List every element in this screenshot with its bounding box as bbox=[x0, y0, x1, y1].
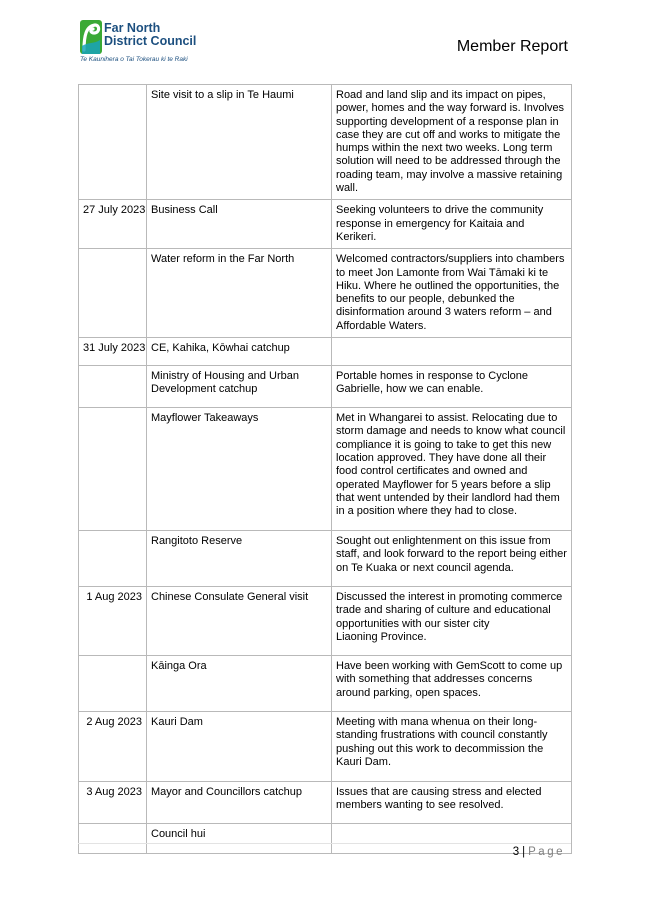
row-date bbox=[79, 824, 147, 854]
row-activity: Site visit to a slip in Te Haumi bbox=[147, 85, 332, 200]
row-activity: Council hui bbox=[147, 824, 332, 854]
row-description: Seeking volunteers to drive the community response in emergency for Kaitaia and Kerikeri. bbox=[332, 200, 572, 249]
table-row bbox=[79, 656, 572, 712]
page-header bbox=[0, 0, 645, 75]
row-description bbox=[332, 338, 572, 366]
row-activity: Business Call bbox=[147, 200, 332, 249]
table-row bbox=[79, 338, 572, 366]
row-date bbox=[79, 249, 147, 338]
table-row bbox=[79, 85, 572, 200]
row-date bbox=[79, 408, 147, 531]
row-activity: Kauri Dam bbox=[147, 712, 332, 782]
page-footer bbox=[513, 846, 565, 858]
row-description: Met in Whangarei to assist. Relocating due to storm damage and needs to know what council compliance it is going to take to get this new location approved. They have done all their food control certificates and owned and operated Mayflower for 5 years before a slip that went untended by their landlord had them in a position where they had to close. bbox=[332, 408, 572, 531]
row-date: 1 Aug 2023 bbox=[79, 587, 147, 656]
row-date bbox=[79, 366, 147, 408]
table-row bbox=[79, 366, 572, 408]
row-date: 27 July 2023 bbox=[79, 200, 147, 249]
page-number: 3 bbox=[512, 846, 520, 858]
row-description: Issues that are causing stress and elected members wanting to see resolved. bbox=[332, 782, 572, 824]
row-date: 3 Aug 2023 bbox=[79, 782, 147, 824]
logo-org-name-line1: Far North bbox=[104, 21, 161, 35]
footer-separator: | bbox=[522, 846, 526, 858]
row-description: Welcomed contractors/suppliers into chambers to meet Jon Lamonte from Wai Tāmaki ki te Hiku. Where he outlined the opportunities, the benefits to our people, debunked the disinformation around 3 waters reform – and Affordable Waters. bbox=[332, 249, 572, 338]
page-label: Page bbox=[528, 846, 565, 858]
row-activity: Rangitoto Reserve bbox=[147, 531, 332, 587]
row-description: Portable homes in response to Cyclone Gabrielle, how we can enable. bbox=[332, 366, 572, 408]
logo-org-name-line2: District Council bbox=[104, 33, 197, 48]
footer-divider bbox=[78, 843, 571, 844]
council-logo bbox=[80, 20, 220, 68]
row-date: 31 July 2023 bbox=[79, 338, 147, 366]
row-description: Road and land slip and its impact on pipes, power, homes and the way forward is. Involves supporting development of a response plan in case they are cut off and works to mitigate the humps within the next two weeks. Long term solution will need to be addressed through the roading team, may involve a massive retaining wall. bbox=[332, 85, 572, 200]
row-date bbox=[79, 531, 147, 587]
table-row bbox=[79, 824, 572, 854]
koru-logo-icon bbox=[80, 20, 102, 54]
row-date bbox=[79, 656, 147, 712]
row-description: Discussed the interest in promoting commerce trade and sharing of culture and educational opportunities with our sister city Liaoning Province. bbox=[332, 587, 572, 656]
report-title: Member Report bbox=[456, 38, 568, 55]
row-activity: CE, Kahika, Kōwhai catchup bbox=[147, 338, 332, 366]
row-activity: Chinese Consulate General visit bbox=[147, 587, 332, 656]
table-row bbox=[79, 408, 572, 531]
table-row bbox=[79, 712, 572, 782]
row-date: 2 Aug 2023 bbox=[79, 712, 147, 782]
row-activity: Mayor and Councillors catchup bbox=[147, 782, 332, 824]
logo-tagline: Te Kaunihera o Tai Tokerau ki te Raki bbox=[80, 56, 188, 63]
table-row bbox=[79, 249, 572, 338]
row-description: Sought out enlightenment on this issue from staff, and look forward to the report being either on Te Kuaka or next council agenda. bbox=[332, 531, 572, 587]
row-activity: Mayflower Takeaways bbox=[147, 408, 332, 531]
table-row bbox=[79, 782, 572, 824]
row-description: Meeting with mana whenua on their long-standing frustrations with council constantly pushing out this work to decommission the Kauri Dam. bbox=[332, 712, 572, 782]
table-row bbox=[79, 200, 572, 249]
logo-org-name bbox=[104, 22, 196, 47]
activity-table bbox=[78, 84, 572, 854]
row-activity: Water reform in the Far North bbox=[147, 249, 332, 338]
row-description: Have been working with GemScott to come up with something that addresses concerns around parking, open spaces. bbox=[332, 656, 572, 712]
table-row bbox=[79, 531, 572, 587]
row-activity: Kāinga Ora bbox=[147, 656, 332, 712]
table-row bbox=[79, 587, 572, 656]
row-activity: Ministry of Housing and Urban Development catchup bbox=[147, 366, 332, 408]
row-date bbox=[79, 85, 147, 200]
